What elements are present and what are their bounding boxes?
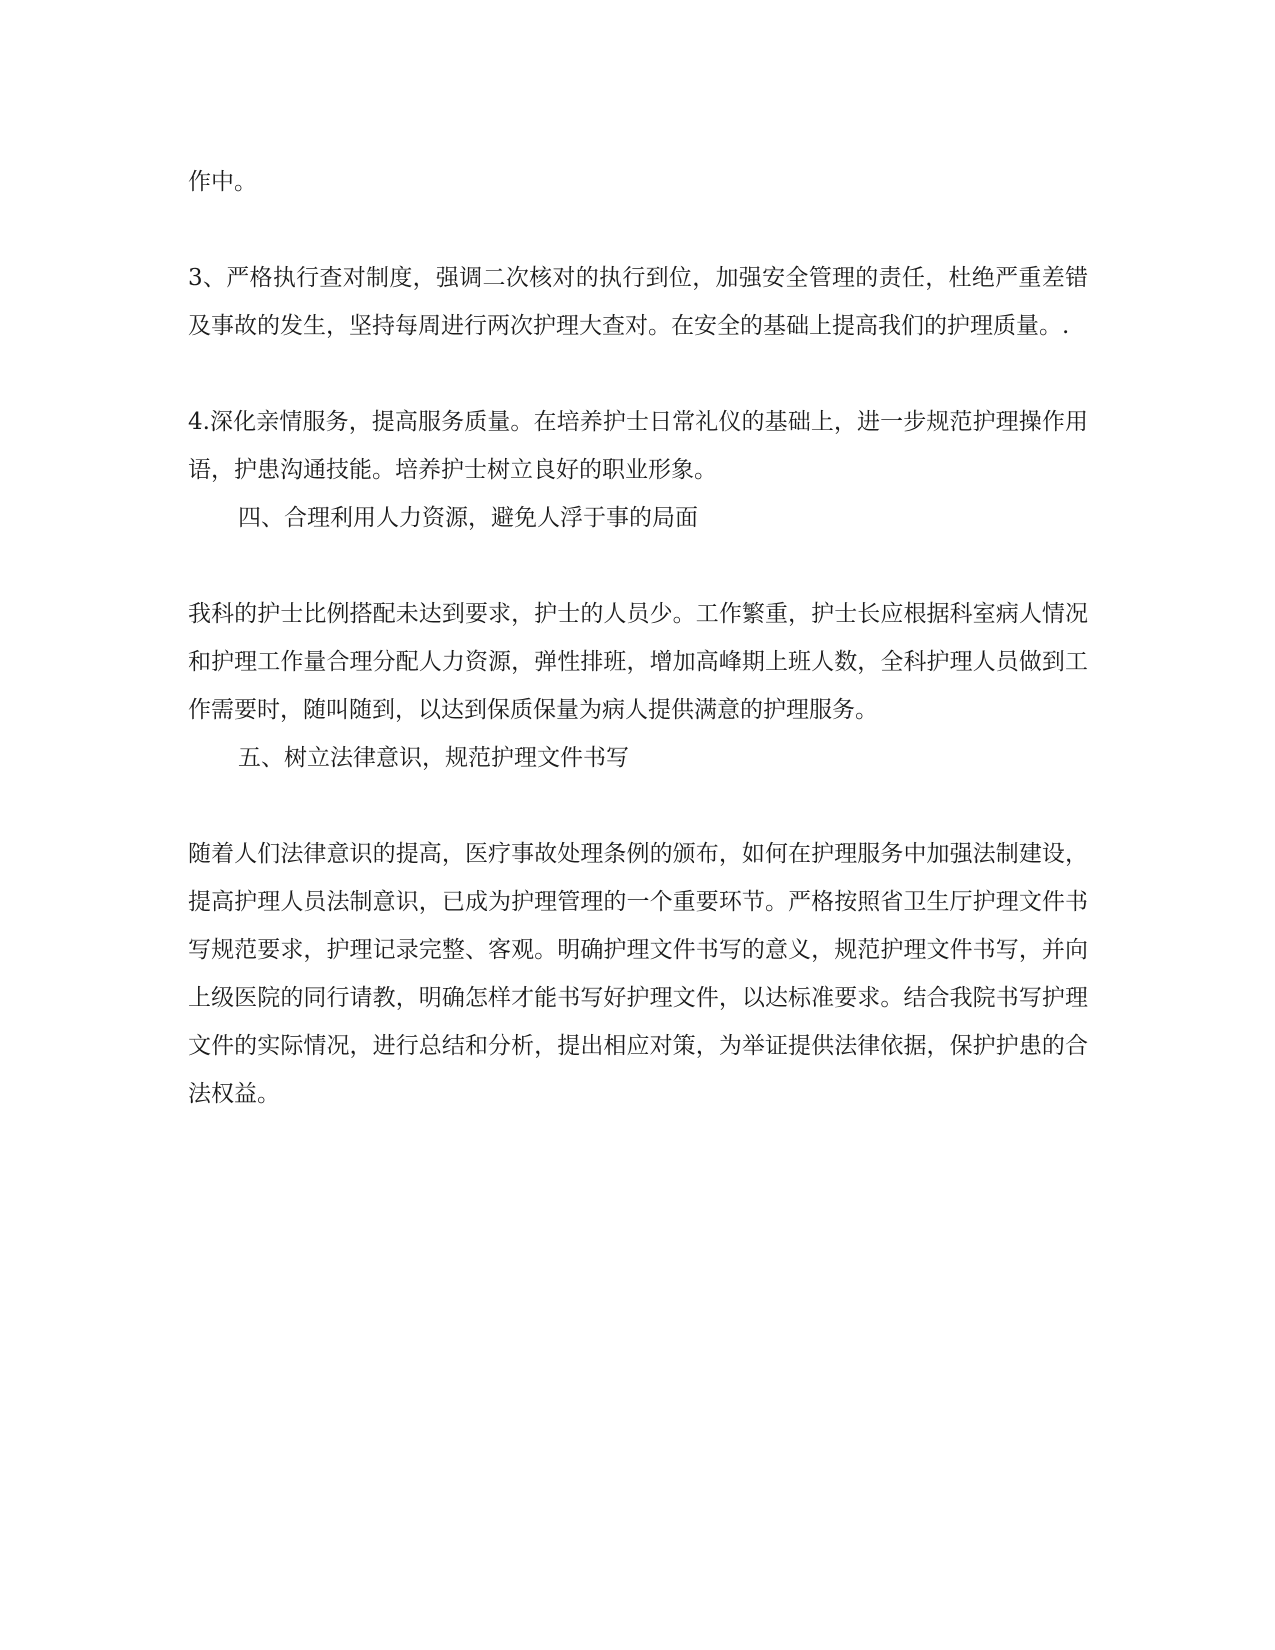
document-body [188, 158, 1088, 1118]
paragraph-continuation: 作中。 [188, 169, 257, 195]
paragraph-gap [188, 206, 1088, 254]
section-heading-5: 五、树立法律意识，规范护理文件书写 [238, 745, 629, 771]
paragraph-gap [188, 350, 1088, 398]
paragraph-legal: 随着人们法律意识的提高，医疗事故处理条例的颁布，如何在护理服务中加强法制建设，提高护理人员法制意识，已成为护理管理的一个重要环节。严格按照省卫生厅护理文件书写规范要求，护理记录完整、客观。明确护理文件书写的意义，规范护理文件书写，并向上级医院的同行请教，明确怎样才能书写好护理文件，以达标准要求。结合我院书写护理文件的实际情况，进行总结和分析，提出相应对策，为举证提供法律依据，保护护患的合法权益。 [188, 841, 1088, 1107]
paragraph-gap [188, 542, 1088, 590]
paragraph-item-3: 3、严格执行查对制度，强调二次核对的执行到位，加强安全管理的责任，杜绝严重差错及事故的发生，坚持每周进行两次护理大查对。在安全的基础上提高我们的护理质量。. [188, 265, 1088, 339]
paragraph-item-4: 4.深化亲情服务，提高服务质量。在培养护士日常礼仪的基础上，进一步规范护理操作用语，护患沟通技能。培养护士树立良好的职业形象。 [188, 409, 1088, 483]
section-heading-4: 四、合理利用人力资源，避免人浮于事的局面 [238, 505, 698, 531]
paragraph-staffing: 我科的护士比例搭配未达到要求，护士的人员少。工作繁重，护士长应根据科室病人情况和护理工作量合理分配人力资源，弹性排班，增加高峰期上班人数，全科护理人员做到工作需要时，随叫随到，以达到保质保量为病人提供满意的护理服务。 [188, 601, 1088, 723]
paragraph-gap [188, 782, 1088, 830]
